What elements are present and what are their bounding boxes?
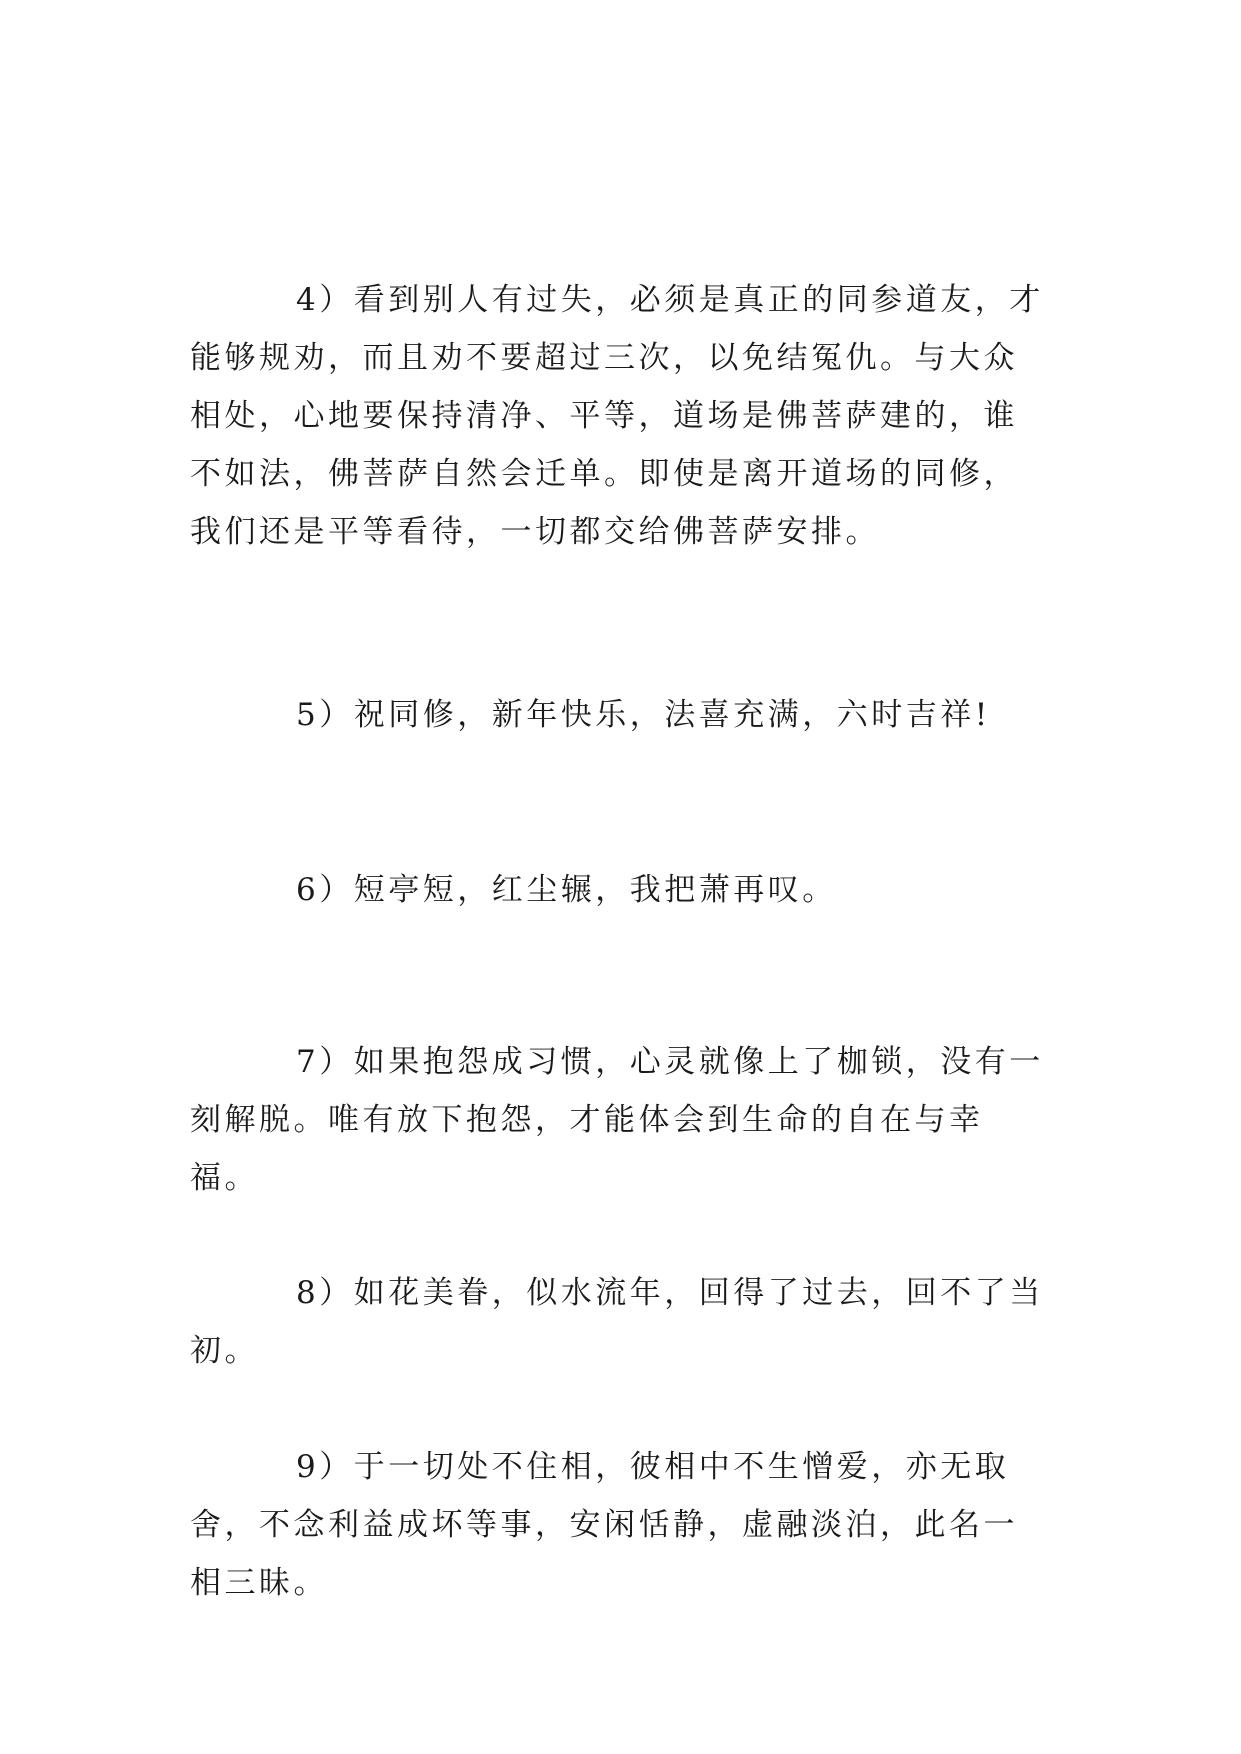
paragraph-5: 5）祝同修，新年快乐，法喜充满，六时吉祥! <box>296 697 991 733</box>
paragraph-4: 4）看到别人有过失，必须是真正的同参道友，才能够规劝，而且劝不要超过三次，以免结冤仇。与大众相处，心地要保持清净、平等，道场是佛菩萨建的，谁不如法，佛菩萨自然会迁单。即使是离开道场的同修，我们还是平等看待，一切都交给佛菩萨安排。 <box>190 282 1044 550</box>
paragraph-9: 9）于一切处不住相，彼相中不生憎爱，亦无取舍，不念利益成坏等事，安闲恬静，虚融淡泊，此名一相三昧。 <box>190 1449 1018 1601</box>
paragraph-8: 8）如花美眷，似水流年，回得了过去，回不了当初。 <box>190 1275 1044 1369</box>
paragraph-6: 6）短亭短，红尘辗，我把萧再叹。 <box>296 872 837 908</box>
paragraph-7: 7）如果抱怨成习惯，心灵就像上了枷锁，没有一刻解脱。唯有放下抱怨，才能体会到生命的自在与幸福。 <box>190 1044 1044 1196</box>
